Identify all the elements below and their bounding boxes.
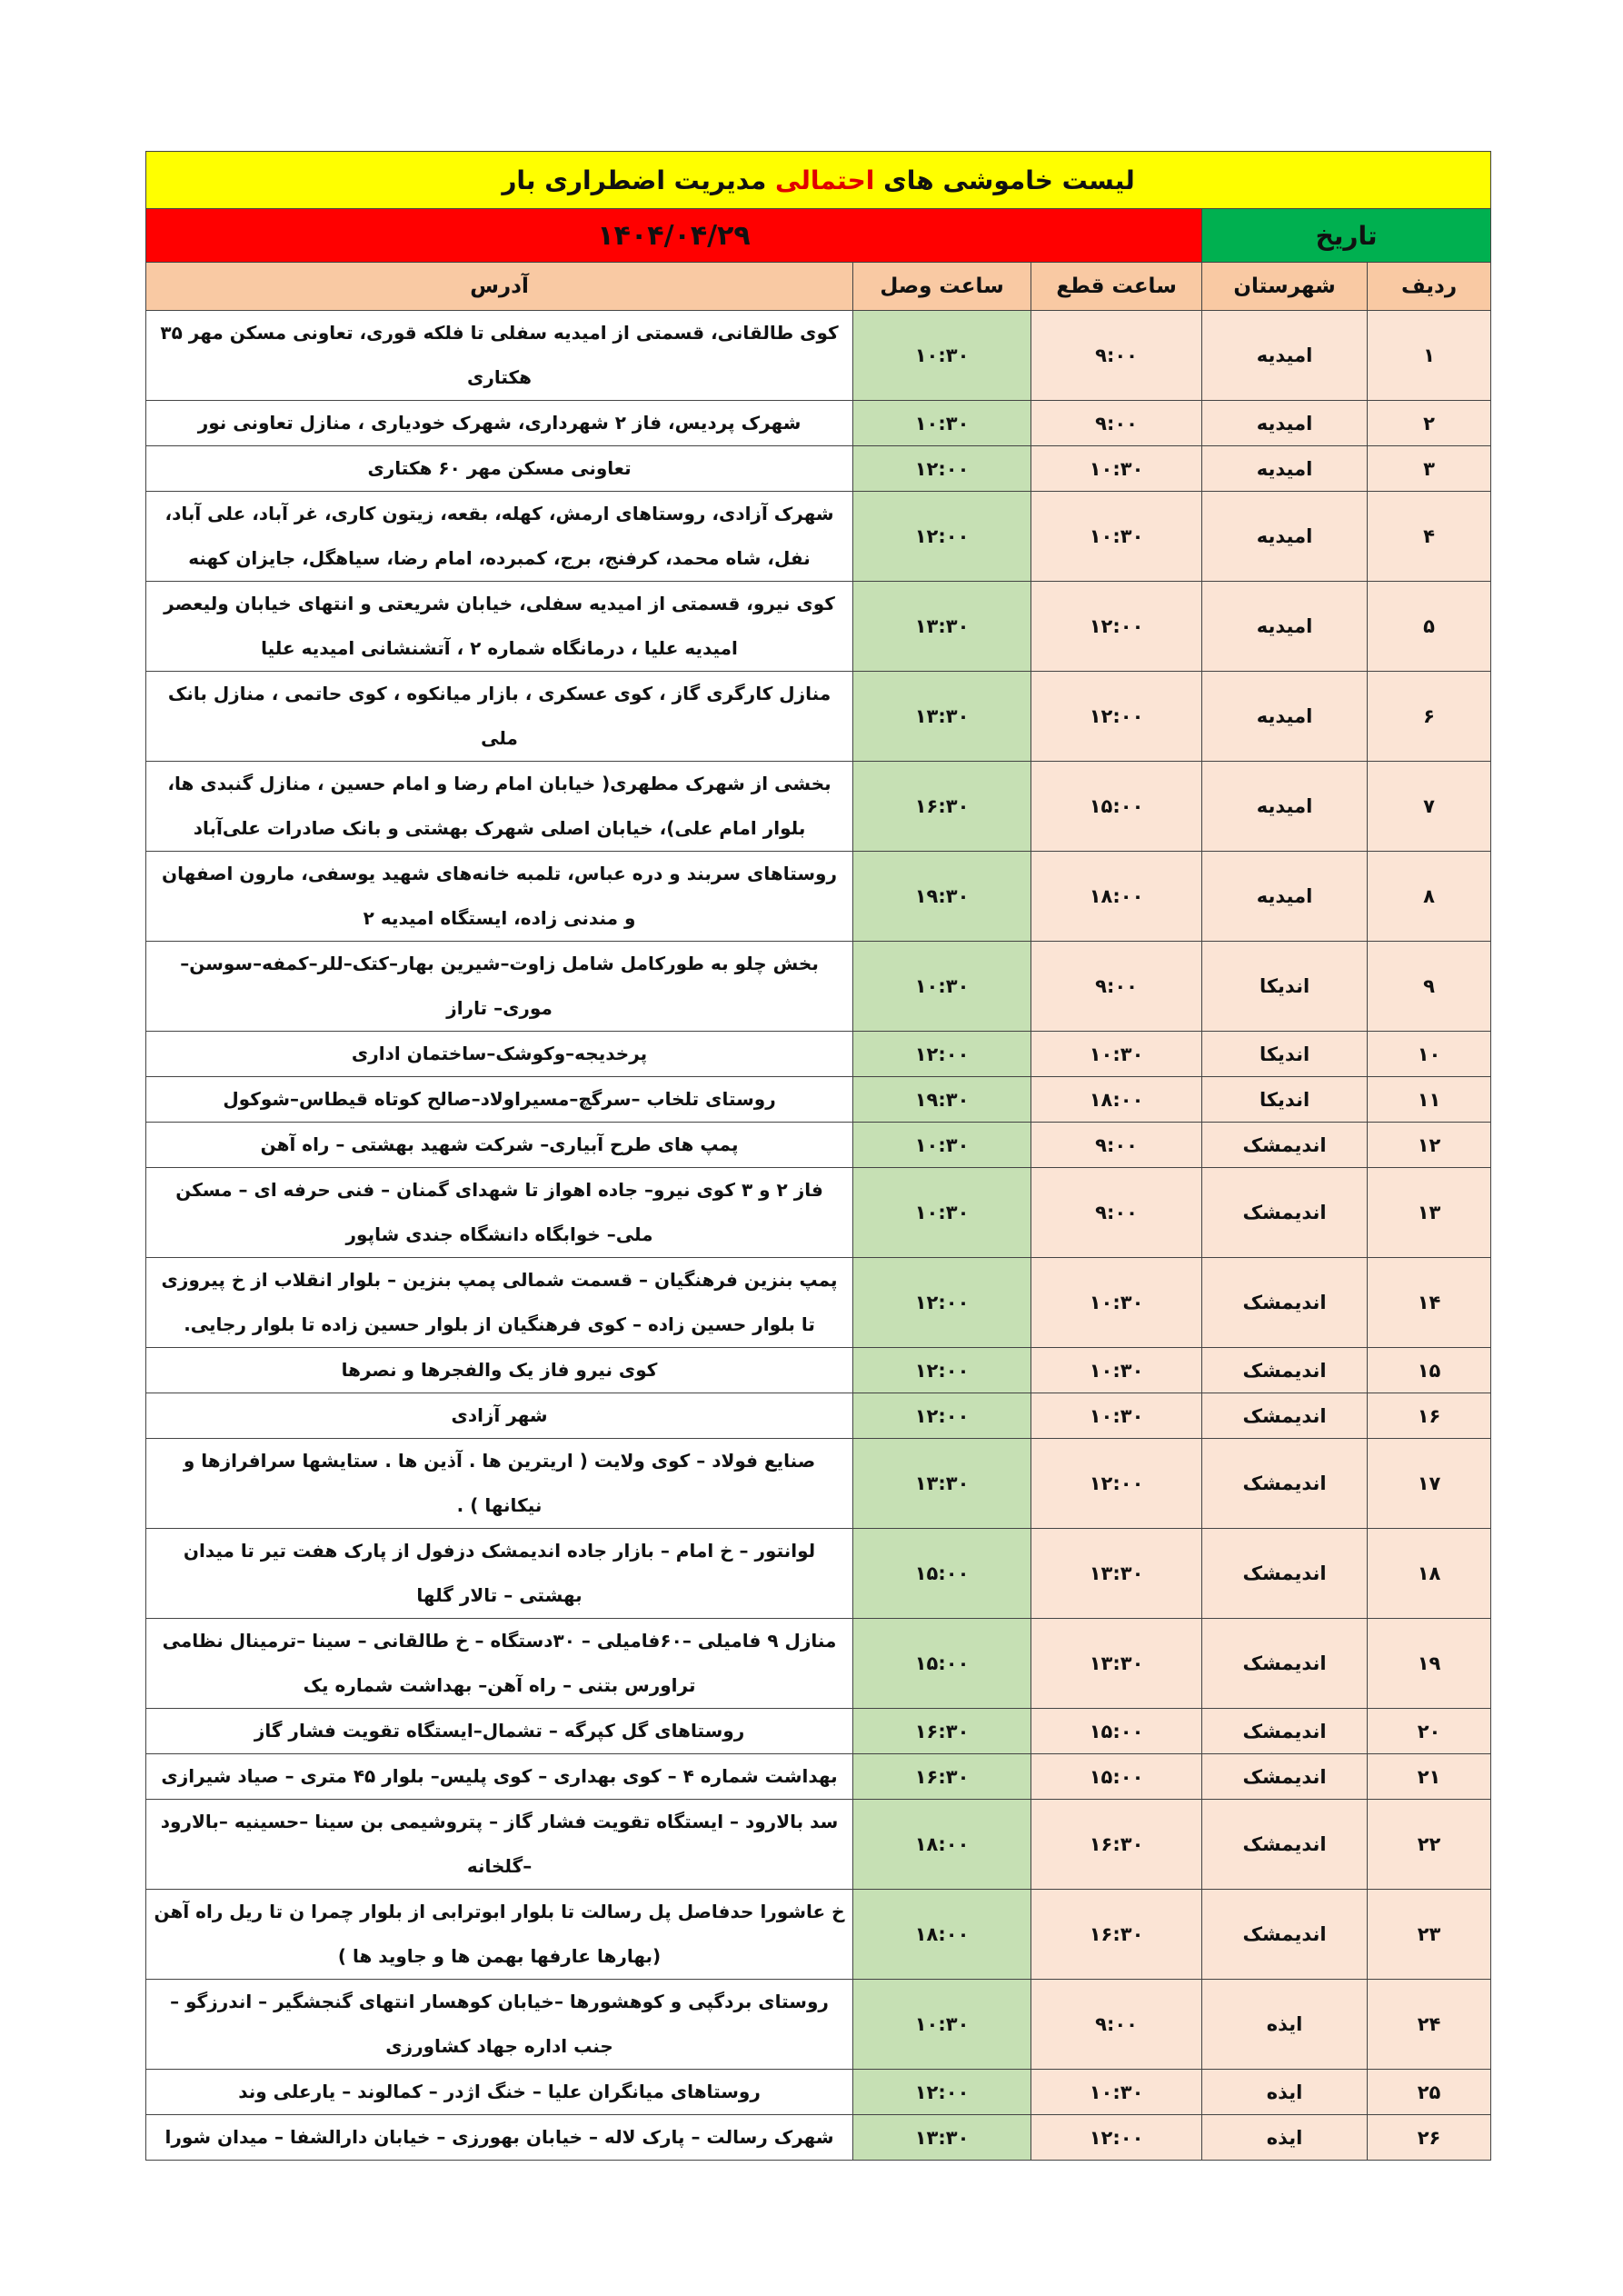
table-row bbox=[146, 1168, 1491, 1258]
header-connect-time: ساعت وصل bbox=[853, 263, 1031, 311]
row-number: ۱۶ bbox=[1368, 1393, 1491, 1439]
row-cut-time: ۱۲:۰۰ bbox=[1031, 2115, 1202, 2161]
row-address: سد بالارود – ایستگاه تقویت فشار گاز – پتروشیمی بن سینا –حسینیه –بالارود –گلخانه bbox=[146, 1800, 853, 1890]
row-connect-time: ۱۳:۳۰ bbox=[853, 2115, 1031, 2161]
table-row bbox=[146, 1077, 1491, 1123]
row-city: اندیمشک bbox=[1202, 1619, 1368, 1709]
row-number: ۲۳ bbox=[1368, 1890, 1491, 1980]
row-number: ۶ bbox=[1368, 672, 1491, 762]
row-cut-time: ۱۰:۳۰ bbox=[1031, 446, 1202, 492]
row-address: بخشی از شهرک مطهری( خیابان امام رضا و امام حسین ، منازل گنبدی ها، بلوار امام علی)، خیابان اصلی شهرک بهشتی و بانک صادرات علی‌آباد bbox=[146, 762, 853, 852]
row-address: روستاهای گل کپرگه – تشمال–ایستگاه تقویت فشار گاز bbox=[146, 1709, 853, 1754]
row-cut-time: ۱۲:۰۰ bbox=[1031, 672, 1202, 762]
row-address: صنایع فولاد – کوی ولایت ( اریترین ها . آذین ها . ستایشها سرافرازها و نیکانها ) . bbox=[146, 1439, 853, 1529]
row-number: ۸ bbox=[1368, 852, 1491, 942]
row-address: منازل ۹ فامیلی –۶۰فامیلی – ۳۰دستگاه – خ طالقانی – سینا –ترمینال نظامی تراورس بتنی – راه آهن– بهداشت شماره یک bbox=[146, 1619, 853, 1709]
table-row bbox=[146, 1709, 1491, 1754]
page-title: لیست خاموشی های احتمالی مدیریت اضطراری بار bbox=[146, 152, 1491, 209]
row-city: ایذه bbox=[1202, 2115, 1368, 2161]
row-connect-time: ۱۳:۳۰ bbox=[853, 582, 1031, 672]
row-number: ۱ bbox=[1368, 311, 1491, 401]
row-city: ایذه bbox=[1202, 2070, 1368, 2115]
row-address: روستای تلخاب –سرگچ–مسیراولاد–صالح کوتاه قیطاس–شوکول bbox=[146, 1077, 853, 1123]
row-address: کوی نیرو فاز یک والفجرها و نصرها bbox=[146, 1348, 853, 1393]
row-connect-time: ۱۹:۳۰ bbox=[853, 852, 1031, 942]
row-number: ۱۰ bbox=[1368, 1032, 1491, 1077]
header-row bbox=[146, 263, 1491, 311]
row-cut-time: ۱۰:۳۰ bbox=[1031, 1393, 1202, 1439]
table-row bbox=[146, 1032, 1491, 1077]
row-city: اندیمشک bbox=[1202, 1348, 1368, 1393]
row-number: ۱۷ bbox=[1368, 1439, 1491, 1529]
row-city: اندیمشک bbox=[1202, 1439, 1368, 1529]
row-number: ۱۲ bbox=[1368, 1123, 1491, 1168]
row-connect-time: ۱۰:۳۰ bbox=[853, 401, 1031, 446]
row-cut-time: ۱۰:۳۰ bbox=[1031, 492, 1202, 582]
table-row bbox=[146, 942, 1491, 1032]
row-cut-time: ۱۰:۳۰ bbox=[1031, 1348, 1202, 1393]
table-row bbox=[146, 1800, 1491, 1890]
table-row bbox=[146, 446, 1491, 492]
row-address: شهرک پردیس، فاز ۲ شهرداری، شهرک خودیاری ، منازل تعاونی نور bbox=[146, 401, 853, 446]
row-connect-time: ۱۸:۰۰ bbox=[853, 1800, 1031, 1890]
row-number: ۴ bbox=[1368, 492, 1491, 582]
row-cut-time: ۱۵:۰۰ bbox=[1031, 1709, 1202, 1754]
table-row bbox=[146, 1258, 1491, 1348]
table-row bbox=[146, 1754, 1491, 1800]
header-city: شهرستان bbox=[1202, 263, 1368, 311]
row-number: ۱۳ bbox=[1368, 1168, 1491, 1258]
row-address: روستای بردگپی و کوهشورها –خیابان کوهسار انتهای گنجشگیر – اندرزگو – جنب اداره جهاد کشاورزی bbox=[146, 1980, 853, 2070]
row-address: تعاونی مسکن مهر ۶۰ هکتاری bbox=[146, 446, 853, 492]
row-city: اندیمشک bbox=[1202, 1754, 1368, 1800]
row-address: روستاهای سربند و دره عباس، تلمبه خانه‌های شهید یوسفی، مارون اصفهان و مندنی زاده، ایستگاه امیدیه ۲ bbox=[146, 852, 853, 942]
row-connect-time: ۱۲:۰۰ bbox=[853, 492, 1031, 582]
table-row bbox=[146, 492, 1491, 582]
row-address: پمپ های طرح آبیاری– شرکت شهید بهشتی – راه آهن bbox=[146, 1123, 853, 1168]
table-row bbox=[146, 672, 1491, 762]
row-cut-time: ۱۰:۳۰ bbox=[1031, 2070, 1202, 2115]
title-row bbox=[146, 152, 1491, 209]
row-connect-time: ۱۲:۰۰ bbox=[853, 446, 1031, 492]
row-number: ۳ bbox=[1368, 446, 1491, 492]
row-connect-time: ۱۶:۳۰ bbox=[853, 1709, 1031, 1754]
row-cut-time: ۱۲:۰۰ bbox=[1031, 582, 1202, 672]
row-connect-time: ۱۵:۰۰ bbox=[853, 1619, 1031, 1709]
row-connect-time: ۱۲:۰۰ bbox=[853, 1393, 1031, 1439]
table-row bbox=[146, 2115, 1491, 2161]
row-cut-time: ۱۲:۰۰ bbox=[1031, 1439, 1202, 1529]
row-city: اندیکا bbox=[1202, 1077, 1368, 1123]
row-cut-time: ۱۸:۰۰ bbox=[1031, 1077, 1202, 1123]
row-city: امیدیه bbox=[1202, 446, 1368, 492]
row-city: امیدیه bbox=[1202, 582, 1368, 672]
row-city: ایذه bbox=[1202, 1980, 1368, 2070]
table-row bbox=[146, 401, 1491, 446]
row-address: لوانتور – خ امام – بازار جاده اندیمشک دزفول از پارک هفت تیر تا میدان بهشتی – تالار گلها bbox=[146, 1529, 853, 1619]
row-city: امیدیه bbox=[1202, 852, 1368, 942]
row-number: ۱۵ bbox=[1368, 1348, 1491, 1393]
row-cut-time: ۹:۰۰ bbox=[1031, 1123, 1202, 1168]
row-city: اندیمشک bbox=[1202, 1258, 1368, 1348]
row-city: امیدیه bbox=[1202, 492, 1368, 582]
row-cut-time: ۹:۰۰ bbox=[1031, 311, 1202, 401]
header-cut-time: ساعت قطع bbox=[1031, 263, 1202, 311]
row-address: شهرک رسالت – پارک لاله – خیابان بهورزی – خیابان دارالشفا – میدان شورا bbox=[146, 2115, 853, 2161]
row-city: اندیمشک bbox=[1202, 1168, 1368, 1258]
row-city: اندیکا bbox=[1202, 942, 1368, 1032]
date-label: تاریخ bbox=[1202, 209, 1491, 263]
row-number: ۱۹ bbox=[1368, 1619, 1491, 1709]
row-address: خ عاشورا حدفاصل پل رسالت تا بلوار ابوترابی از بلوار چمرا ن تا ریل راه آهن (بهارها عارفها بهمن ها و جاوید ها ) bbox=[146, 1890, 853, 1980]
row-connect-time: ۱۰:۳۰ bbox=[853, 1168, 1031, 1258]
row-connect-time: ۱۰:۳۰ bbox=[853, 942, 1031, 1032]
row-number: ۲۱ bbox=[1368, 1754, 1491, 1800]
row-address: بخش چلو به طورکامل شامل زاوت–شیرین بهار–کتک–للر–کمفه–سوسن–موری– تاراز bbox=[146, 942, 853, 1032]
row-city: امیدیه bbox=[1202, 401, 1368, 446]
row-number: ۱۱ bbox=[1368, 1077, 1491, 1123]
table-row bbox=[146, 2070, 1491, 2115]
row-cut-time: ۱۵:۰۰ bbox=[1031, 1754, 1202, 1800]
row-cut-time: ۱۶:۳۰ bbox=[1031, 1800, 1202, 1890]
row-connect-time: ۱۵:۰۰ bbox=[853, 1529, 1031, 1619]
row-city: امیدیه bbox=[1202, 311, 1368, 401]
row-connect-time: ۱۶:۳۰ bbox=[853, 762, 1031, 852]
row-address: فاز ۲ و ۳ کوی نیرو– جاده اهواز تا شهدای گمنان – فنی حرفه ای – مسکن ملی– خوابگاه دانشگاه جندی شاپور bbox=[146, 1168, 853, 1258]
row-city: اندیمشک bbox=[1202, 1709, 1368, 1754]
row-number: ۹ bbox=[1368, 942, 1491, 1032]
row-city: امیدیه bbox=[1202, 762, 1368, 852]
row-connect-time: ۱۳:۳۰ bbox=[853, 672, 1031, 762]
row-number: ۲۴ bbox=[1368, 1980, 1491, 2070]
table-row bbox=[146, 311, 1491, 401]
row-cut-time: ۱۳:۳۰ bbox=[1031, 1529, 1202, 1619]
row-city: اندیمشک bbox=[1202, 1529, 1368, 1619]
date-value: ۱۴۰۴/۰۴/۲۹ bbox=[146, 209, 1202, 263]
row-connect-time: ۱۲:۰۰ bbox=[853, 1348, 1031, 1393]
row-city: امیدیه bbox=[1202, 672, 1368, 762]
row-cut-time: ۹:۰۰ bbox=[1031, 942, 1202, 1032]
date-row bbox=[146, 209, 1491, 263]
row-number: ۷ bbox=[1368, 762, 1491, 852]
row-connect-time: ۱۳:۳۰ bbox=[853, 1439, 1031, 1529]
row-connect-time: ۱۰:۳۰ bbox=[853, 1123, 1031, 1168]
row-number: ۲۰ bbox=[1368, 1709, 1491, 1754]
table-row bbox=[146, 582, 1491, 672]
table-row bbox=[146, 1529, 1491, 1619]
row-city: اندیمشک bbox=[1202, 1393, 1368, 1439]
title-accent: احتمالی bbox=[775, 165, 875, 195]
row-cut-time: ۱۵:۰۰ bbox=[1031, 762, 1202, 852]
table-row bbox=[146, 1393, 1491, 1439]
row-cut-time: ۹:۰۰ bbox=[1031, 401, 1202, 446]
row-cut-time: ۱۶:۳۰ bbox=[1031, 1890, 1202, 1980]
row-cut-time: ۹:۰۰ bbox=[1031, 1168, 1202, 1258]
row-number: ۱۴ bbox=[1368, 1258, 1491, 1348]
row-number: ۲۵ bbox=[1368, 2070, 1491, 2115]
row-city: اندیمشک bbox=[1202, 1890, 1368, 1980]
row-address: بهداشت شماره ۴ – کوی بهداری – کوی پلیس– بلوار ۴۵ متری – صیاد شیرازی bbox=[146, 1754, 853, 1800]
row-connect-time: ۱۰:۳۰ bbox=[853, 1980, 1031, 2070]
row-city: اندیمشک bbox=[1202, 1800, 1368, 1890]
row-number: ۲ bbox=[1368, 401, 1491, 446]
row-address: روستاهای میانگران علیا – خنگ اژدر – کمالوند – یارعلی وند bbox=[146, 2070, 853, 2115]
table-row bbox=[146, 1439, 1491, 1529]
table-row bbox=[146, 852, 1491, 942]
row-number: ۱۸ bbox=[1368, 1529, 1491, 1619]
row-connect-time: ۱۶:۳۰ bbox=[853, 1754, 1031, 1800]
row-address: پمپ بنزین فرهنگیان – قسمت شمالی پمپ بنزین – بلوار انقلاب از خ پیروزی تا بلوار حسین زاده – کوی فرهنگیان از بلوار حسین زاده تا بلوار رجایی. bbox=[146, 1258, 853, 1348]
table-row bbox=[146, 1980, 1491, 2070]
row-cut-time: ۱۳:۳۰ bbox=[1031, 1619, 1202, 1709]
row-number: ۲۶ bbox=[1368, 2115, 1491, 2161]
outage-table bbox=[145, 151, 1491, 2161]
row-connect-time: ۱۸:۰۰ bbox=[853, 1890, 1031, 1980]
table-row bbox=[146, 762, 1491, 852]
row-cut-time: ۱۰:۳۰ bbox=[1031, 1032, 1202, 1077]
row-address: شهرک آزادی، روستاهای ارمش، کهله، بقعه، زیتون کاری، غر آباد، علی آباد، نفل، شاه محمد، کرفنج، برج، کمبرده، امام رضا، سیاهگل، جایزان کهنه bbox=[146, 492, 853, 582]
table-row bbox=[146, 1619, 1491, 1709]
row-connect-time: ۱۲:۰۰ bbox=[853, 1032, 1031, 1077]
row-connect-time: ۱۲:۰۰ bbox=[853, 1258, 1031, 1348]
row-cut-time: ۱۰:۳۰ bbox=[1031, 1258, 1202, 1348]
table-row bbox=[146, 1348, 1491, 1393]
row-cut-time: ۱۸:۰۰ bbox=[1031, 852, 1202, 942]
row-address: کوی نیرو، قسمتی از امیدیه سفلی، خیابان شریعتی و انتهای خیابان ولیعصر امیدیه علیا ، درمانگاه شماره ۲ ، آتشنشانی امیدیه علیا bbox=[146, 582, 853, 672]
row-address: پرخدیجه–وکوشک–ساختمان اداری bbox=[146, 1032, 853, 1077]
row-cut-time: ۹:۰۰ bbox=[1031, 1980, 1202, 2070]
header-address: آدرس bbox=[146, 263, 853, 311]
row-city: اندیمشک bbox=[1202, 1123, 1368, 1168]
row-address: کوی طالقانی، قسمتی از امیدیه سفلی تا فلکه قوری، تعاونی مسکن مهر ۳۵ هکتاری bbox=[146, 311, 853, 401]
row-number: ۵ bbox=[1368, 582, 1491, 672]
row-connect-time: ۱۰:۳۰ bbox=[853, 311, 1031, 401]
row-address: منازل کارگری گاز ، کوی عسکری ، بازار میانکوه ، کوی حاتمی ، منازل بانک ملی bbox=[146, 672, 853, 762]
row-address: شهر آزادی bbox=[146, 1393, 853, 1439]
row-number: ۲۲ bbox=[1368, 1800, 1491, 1890]
row-city: اندیکا bbox=[1202, 1032, 1368, 1077]
header-row-number: ردیف bbox=[1368, 263, 1491, 311]
row-connect-time: ۱۹:۳۰ bbox=[853, 1077, 1031, 1123]
row-connect-time: ۱۲:۰۰ bbox=[853, 2070, 1031, 2115]
table-row bbox=[146, 1890, 1491, 1980]
table-row bbox=[146, 1123, 1491, 1168]
